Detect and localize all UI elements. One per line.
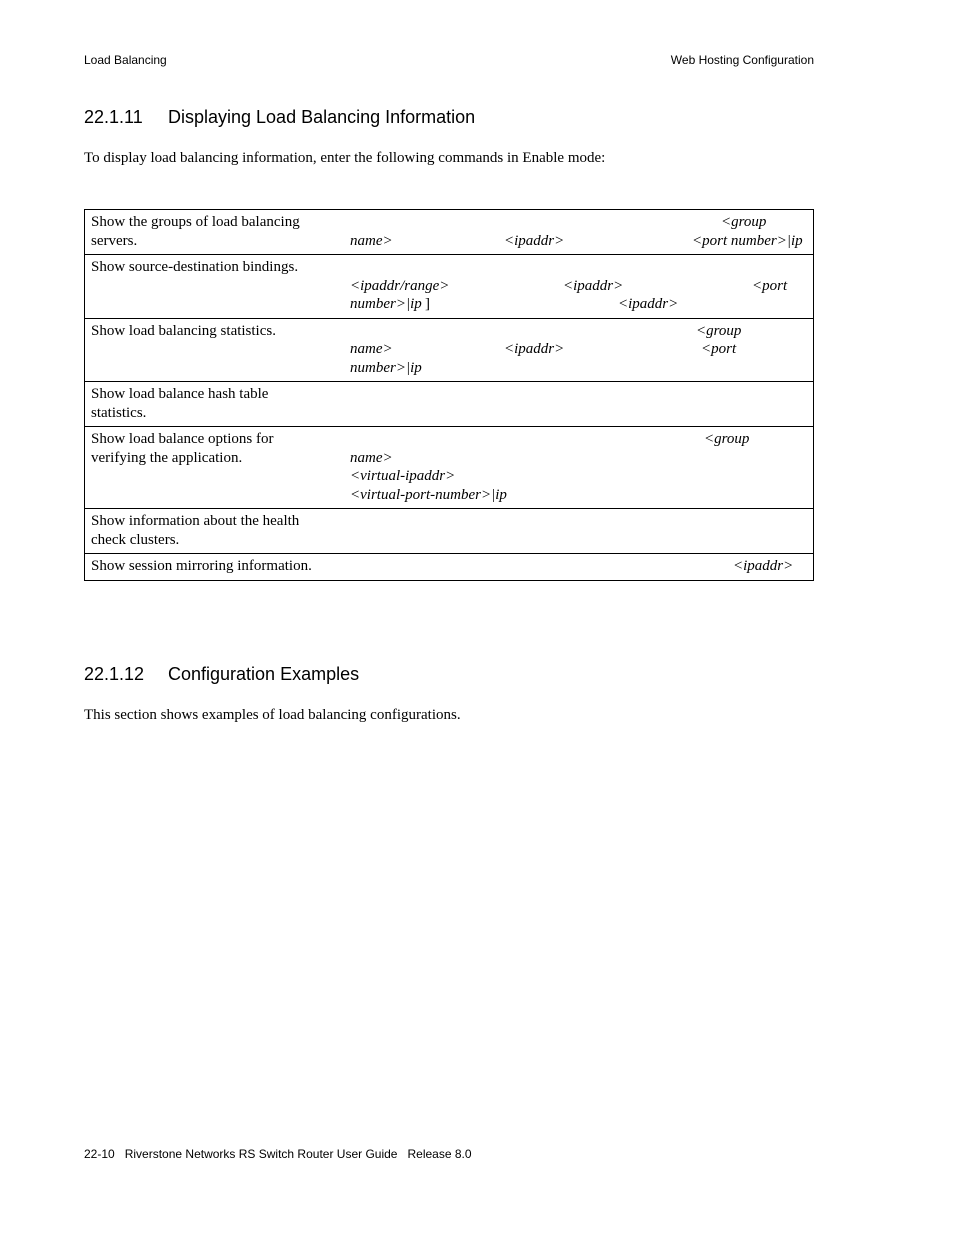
syntax-line	[349, 322, 808, 341]
description-line: Show information about the health	[91, 513, 300, 529]
syntax-line	[349, 213, 808, 232]
syntax-line	[349, 430, 808, 449]
command-syntax	[337, 382, 814, 427]
command-syntax	[337, 554, 814, 581]
command-syntax	[337, 427, 814, 509]
page-footer	[84, 1147, 472, 1161]
description-line: Show the groups of load balancing	[91, 214, 300, 230]
syntax-parameter: <ipaddr>	[504, 232, 565, 249]
command-row	[85, 382, 814, 427]
command-description	[85, 427, 338, 509]
syntax-parameter: <group	[704, 431, 750, 447]
syntax-parameter: number>|ip	[350, 296, 422, 312]
description-line: Show load balance hash table	[91, 386, 269, 402]
section-number: 22.1.11	[84, 107, 143, 127]
command-syntax	[337, 509, 814, 554]
section-number: 22.1.12	[84, 664, 145, 684]
section-intro: This section shows examples of load balancing configurations.	[84, 707, 461, 723]
description-line: statistics.	[91, 404, 147, 421]
description-line: servers.	[91, 232, 138, 249]
syntax-line	[349, 295, 808, 314]
command-row	[85, 427, 814, 509]
page-number: 22-10	[84, 1147, 115, 1161]
syntax-parameter: <ipaddr>	[563, 277, 624, 294]
command-row	[85, 318, 814, 382]
command-description	[85, 554, 338, 581]
syntax-parameter: <ipaddr/range>	[350, 277, 450, 294]
syntax-line	[349, 277, 808, 296]
command-description	[85, 509, 338, 554]
syntax-parameter: <ipaddr>	[618, 296, 679, 312]
syntax-line	[349, 467, 808, 486]
section-heading	[84, 107, 475, 128]
syntax-line	[349, 486, 808, 505]
syntax-parameter: number>|ip	[350, 359, 422, 376]
syntax-parameter: <virtual-ipaddr>	[350, 468, 456, 484]
command-row	[85, 255, 814, 319]
section-heading	[84, 664, 359, 685]
description-line: check clusters.	[91, 531, 180, 548]
syntax-line	[349, 557, 808, 576]
command-description	[85, 318, 338, 382]
syntax-parameter: <ipaddr>	[504, 341, 565, 357]
command-row	[85, 210, 814, 255]
running-header-left: Load Balancing	[84, 53, 167, 67]
syntax-parameter: <virtual-port-number>|ip	[350, 486, 507, 503]
command-row	[85, 509, 814, 554]
footer-text: Riverstone Networks RS Switch Router User Guide Release 8.0	[124, 1147, 472, 1161]
command-syntax	[337, 255, 814, 319]
syntax-line	[349, 258, 808, 277]
command-description	[85, 382, 338, 427]
command-description	[85, 210, 338, 255]
syntax-parameter: name>	[350, 341, 393, 357]
command-row	[85, 554, 814, 581]
description-line: verifying the application.	[91, 449, 243, 466]
syntax-line	[349, 449, 808, 468]
syntax-parameter: <port	[701, 341, 737, 357]
description-line: Show source-destination bindings.	[91, 259, 299, 275]
syntax-parameter: <port number>|ip	[692, 232, 803, 249]
description-line: Show load balancing statistics.	[91, 322, 276, 339]
syntax-parameter: <port	[752, 277, 788, 294]
section-title: Configuration Examples	[168, 664, 360, 684]
command-table	[84, 209, 814, 581]
syntax-parameter: <group	[696, 322, 742, 339]
syntax-parameter: <ipaddr>	[733, 558, 794, 574]
syntax-line	[349, 359, 808, 378]
syntax-parameter: name>	[350, 232, 393, 249]
syntax-line	[349, 232, 808, 251]
description-line: Show session mirroring information.	[91, 558, 312, 574]
running-header-right: Web Hosting Configuration	[670, 53, 814, 67]
command-description	[85, 255, 338, 319]
section-title: Displaying Load Balancing Information	[168, 107, 476, 127]
syntax-parameter: name>	[350, 449, 393, 466]
command-syntax	[337, 210, 814, 255]
syntax-parameter: ]	[425, 296, 430, 312]
syntax-parameter: <group	[721, 214, 767, 230]
command-syntax	[337, 318, 814, 382]
section-intro: To display load balancing information, enter the following commands in Enable mode:	[84, 150, 606, 166]
description-line: Show load balance options for	[91, 431, 274, 447]
syntax-line	[349, 340, 808, 359]
